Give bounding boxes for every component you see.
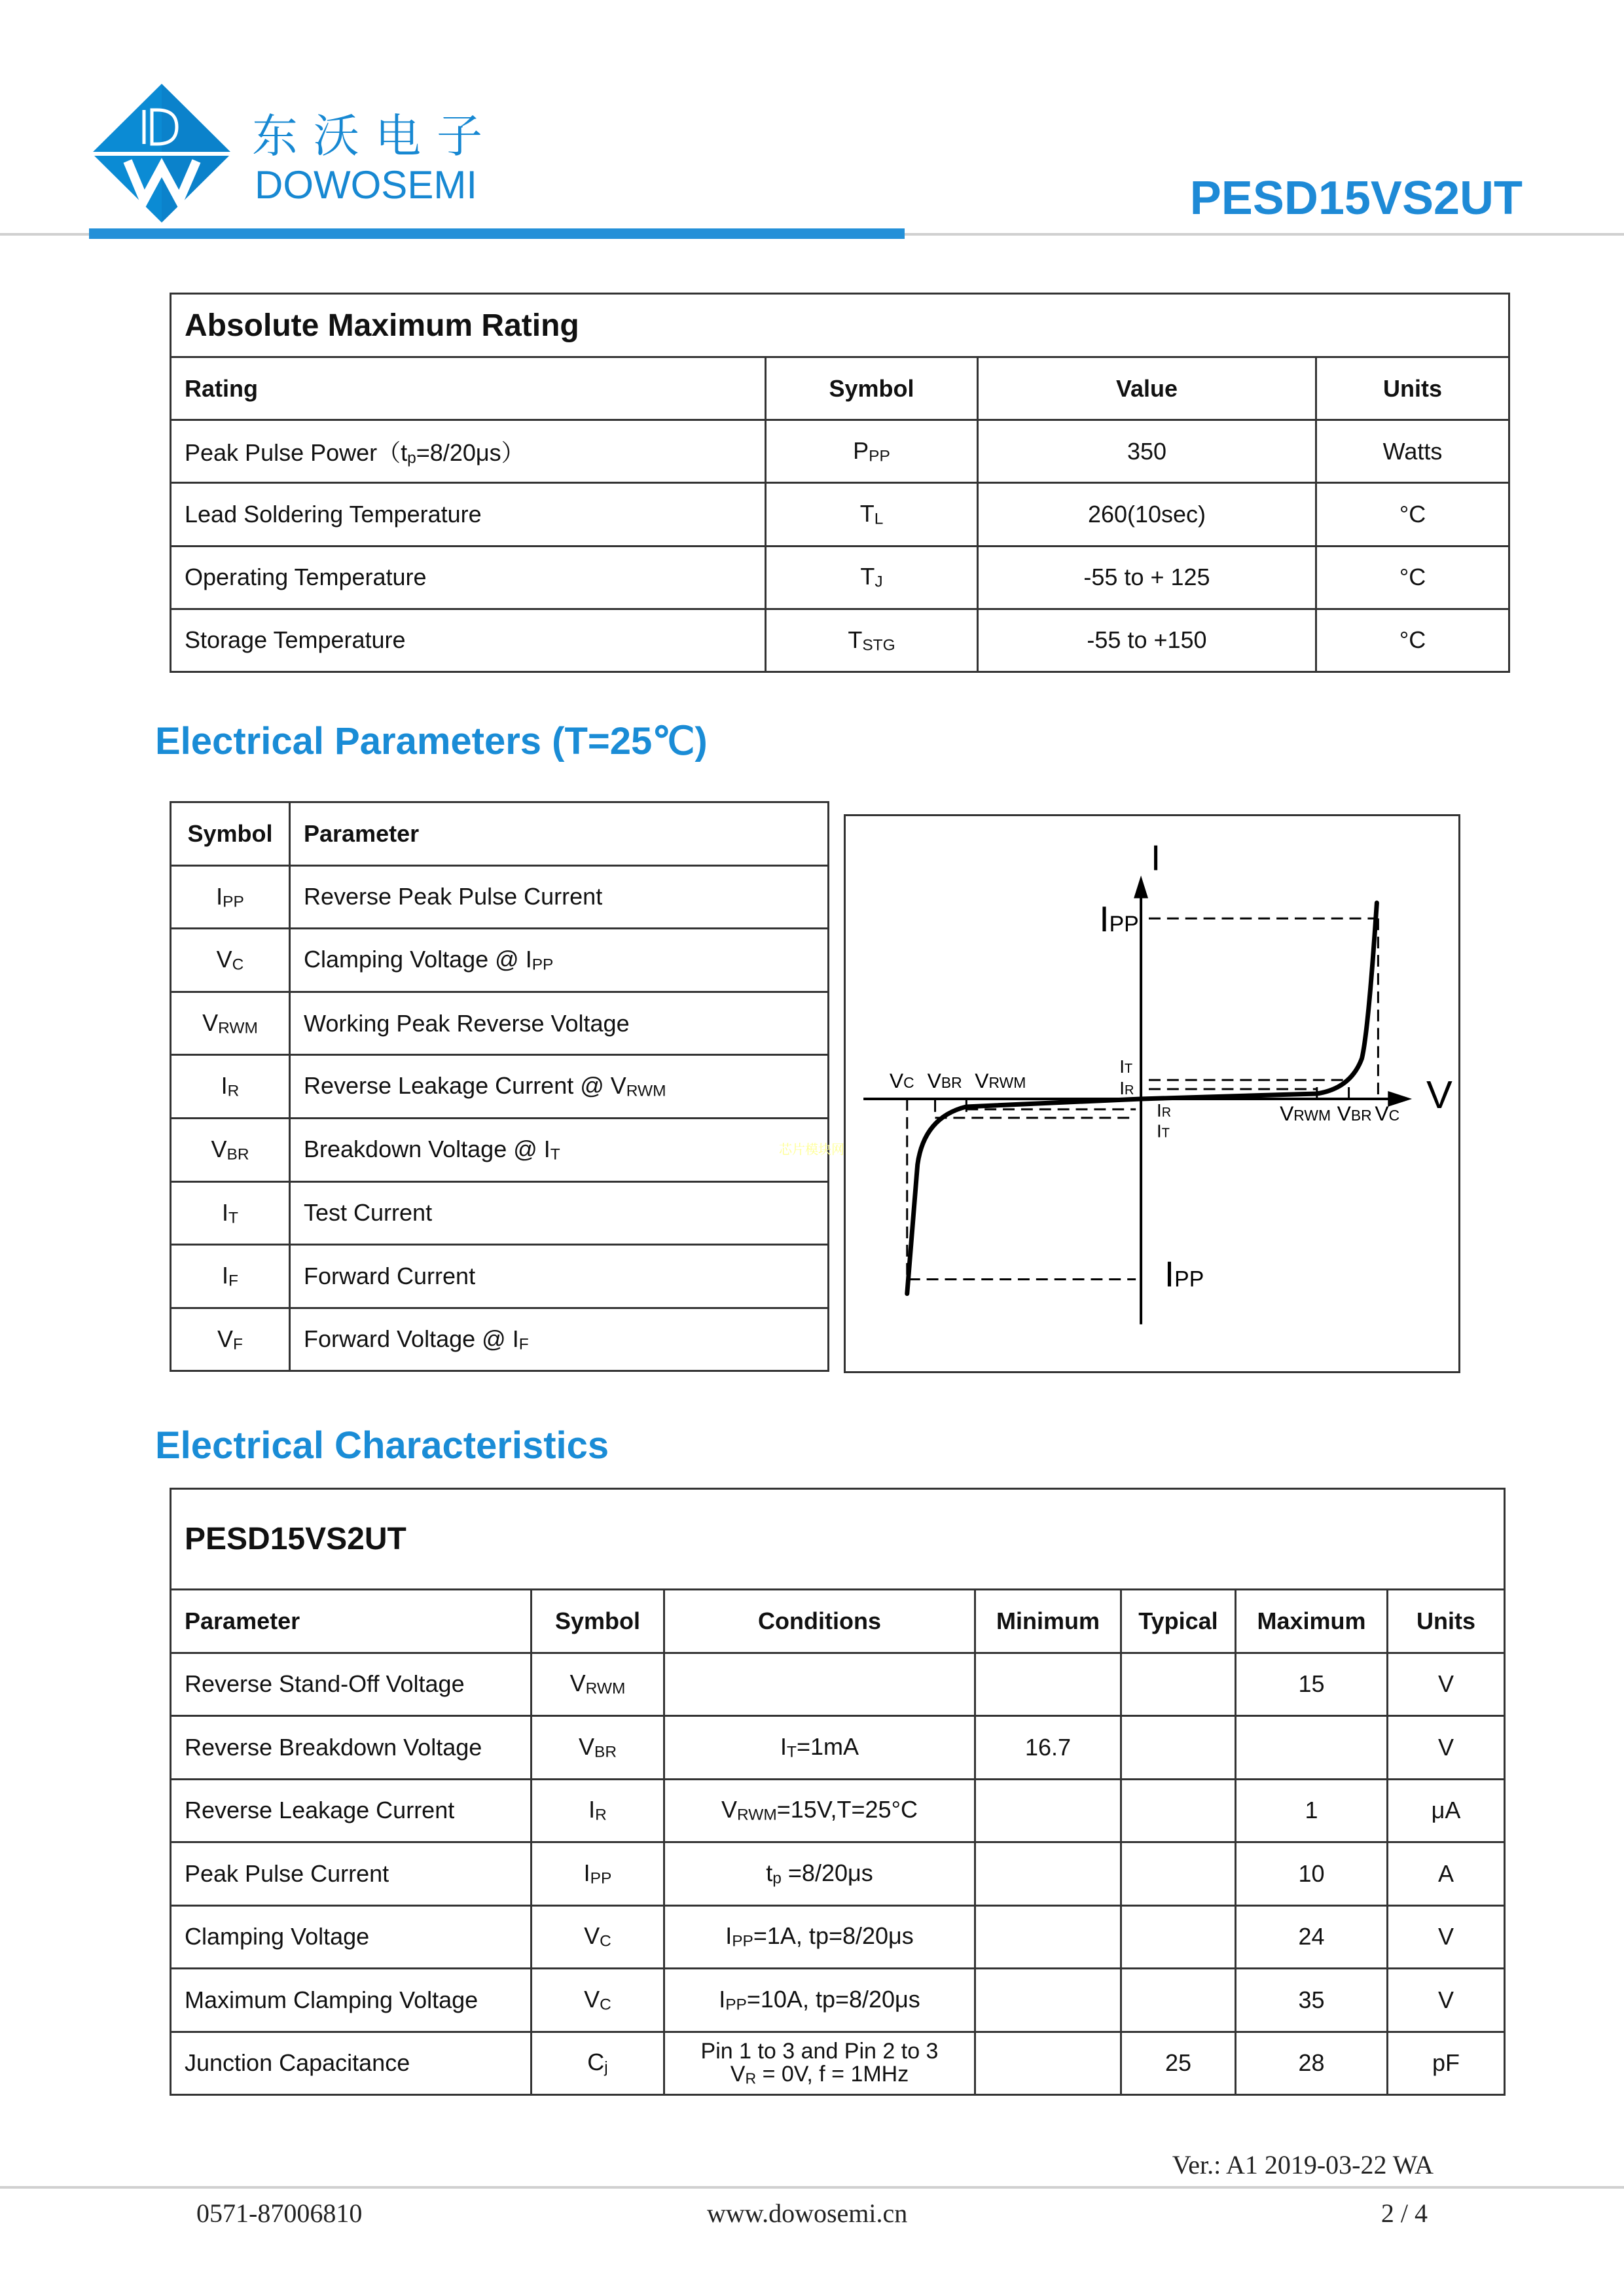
table-row [171,1842,1505,1906]
column-header: Units [1316,357,1509,420]
label-main: V [1375,1101,1389,1125]
table-cell [1121,1716,1236,1780]
table-cell [1388,1905,1505,1969]
table-cell [1316,483,1509,546]
table-row [171,2032,1505,2095]
cell-text: V [584,1922,600,1950]
table-cell [766,609,978,672]
table-cell [766,420,978,483]
table-row [171,609,1509,672]
cell-text: I [221,1072,228,1100]
cell-text: Clamping Voltage [185,1923,370,1950]
cell-text: T [848,626,863,653]
vc-pos-label [1375,1102,1399,1125]
table-cell [532,1969,664,2032]
ipp-label [1099,899,1138,939]
subscript: RWM [585,1680,626,1698]
table-title: Absolute Maximum Rating [171,294,1509,357]
subscript: RWM [737,1806,777,1825]
cell-text: =1A, tp=8/20μs [753,1922,914,1950]
label-subscript: C [1388,1106,1400,1124]
table-cell [975,1779,1121,1842]
cell-text: Maximum Clamping Voltage [185,1986,478,2013]
label-subscript: R [1161,1105,1172,1120]
iv-characteristic-diagram [844,814,1460,1373]
table-cell [1121,1653,1236,1716]
cell-text: °C [1399,564,1426,591]
table-cell [532,1842,664,1906]
label-main: V [1337,1101,1351,1125]
label-main: I [1099,899,1110,940]
electrical-characteristics-heading: Electrical Characteristics [155,1424,609,1467]
table-cell [975,1969,1121,2032]
table-cell [664,2032,975,2095]
table-cell [290,1245,829,1308]
cell-text: Operating Temperature [185,564,427,591]
table-row [171,483,1509,546]
table-cell [290,865,829,929]
it-label [1119,1056,1132,1077]
cell-text: Breakdown Voltage @ I [304,1135,550,1162]
table-row [171,929,829,992]
absolute-maximum-rating-table [170,293,1510,673]
table-cell [532,1905,664,1969]
subscript: PP [869,447,890,465]
label-subscript: RWM [988,1074,1026,1092]
label-main: V [975,1069,989,1093]
table-cell [1316,609,1509,672]
cell-text: I [719,1985,726,2013]
table-title-row [171,294,1509,357]
cell-text: V [730,2062,746,2087]
subscript: L [874,510,884,528]
subscript: C [232,956,244,974]
cell-text: V [584,1985,600,2013]
label-subscript: C [903,1074,914,1092]
table-cell [1236,1716,1388,1780]
table-row [171,865,829,929]
table-cell [1236,1653,1388,1716]
cell-text: I [780,1732,787,1760]
vrwm-label [975,1069,1026,1092]
label-subscript: RWM [1293,1106,1331,1124]
table-cell [532,1716,664,1780]
table-cell [171,992,290,1055]
table-cell [766,483,978,546]
table-cell [171,1653,532,1716]
table-cell [171,1716,532,1780]
label-main: I [1156,1100,1162,1121]
logo-chinese-name: 东沃电子 [252,109,498,163]
vbr-pos-label [1337,1102,1372,1125]
table-row [171,1969,1505,2032]
cell-text: I [725,1922,732,1950]
table-cell [532,2032,664,2095]
vc-label [890,1069,914,1092]
table-cell [1388,1653,1505,1716]
table-cell [975,1716,1121,1780]
cell-text: -55 to +150 [1087,626,1207,654]
v-axis-arrow [1388,1091,1412,1107]
table-cell [1121,1779,1236,1842]
column-header: Minimum [975,1590,1121,1653]
cell-text: V [217,1325,234,1352]
cell-text: =8/20μs） [416,439,525,467]
subscript: T [787,1743,797,1761]
column-header: Parameter [171,1590,532,1653]
table-cell [1388,1969,1505,2032]
label-subscript: BR [1350,1106,1372,1124]
ir-label [1119,1078,1134,1098]
table-cell [975,1842,1121,1906]
cell-text: =10A, tp=8/20μs [746,1985,920,2013]
table-cell [664,1653,975,1716]
subscript: F [228,1272,238,1290]
table-cell [978,483,1316,546]
cell-text: V [578,1732,594,1760]
subscript: F [518,1335,529,1354]
column-header: Conditions [664,1590,975,1653]
table-cell [290,929,829,992]
cell-text: V [1438,1923,1454,1950]
table-title-row [171,1489,1505,1590]
subscript: R [595,1806,607,1825]
subscript: PP [532,956,554,974]
cell-text: 260(10sec) [1087,500,1206,528]
table-cell [290,1181,829,1245]
table-cell [664,1969,975,2032]
subscript: R [227,1083,240,1100]
cell-text: V [721,1796,738,1823]
table-cell [978,420,1316,483]
cell-text: =1mA [796,1732,859,1760]
cell-text: 350 [1127,437,1167,465]
vrwm-pos-label [1280,1102,1331,1125]
column-header: Parameter [290,802,829,866]
table-cell [1236,1969,1388,2032]
column-header: Value [978,357,1316,420]
cell-text: T [859,500,875,528]
table-cell [532,1653,664,1716]
subscript: j [604,2059,608,2077]
cell-text: pF [1432,2049,1460,2077]
cell-text: °C [1399,500,1426,528]
cell-text: C [587,2049,605,2076]
cell-text: Peak Pulse Power（t [185,439,408,467]
vbr-label [928,1069,962,1092]
ipp-neg-label [1164,1254,1204,1295]
table-row [171,1905,1505,1969]
subscript: PP [590,1869,612,1888]
table-cell [664,1842,975,1906]
table-cell [664,1716,975,1780]
cell-text: 24 [1298,1923,1325,1950]
footer-page-number: 2 / 4 [1380,2198,1428,2228]
table-cell [290,1308,829,1371]
subscript: BR [594,1743,617,1761]
table-cell [978,609,1316,672]
label-main: I [1119,1077,1125,1098]
label-main: V [889,1069,904,1093]
v-axis-label [1426,1073,1453,1117]
cell-text: °C [1399,626,1426,654]
cell-text: -55 to + 125 [1083,564,1210,591]
subscript: PP [725,1996,747,2014]
table-cell [171,1181,290,1245]
table-row [171,1716,1505,1780]
column-header: Typical [1121,1590,1236,1653]
label-main: I [1164,1253,1175,1295]
cell-text: P [853,437,869,464]
cell-text: Clamping Voltage @ I [304,946,532,973]
table-header-row [171,802,829,866]
cell-text: 16.7 [1024,1733,1072,1761]
table-cell [1388,1716,1505,1780]
cell-text: Junction Capacitance [185,2049,410,2077]
table-cell [171,929,290,992]
cell-text: V [216,946,232,973]
table-cell [975,2032,1121,2095]
table-cell [766,546,978,609]
table-cell [1388,1779,1505,1842]
subscript: PP [223,893,244,911]
table-title: PESD15VS2UT [171,1489,1505,1590]
cell-text: Reverse Stand-Off Voltage [185,1670,465,1698]
column-header: Symbol [532,1590,664,1653]
table-row [171,992,829,1055]
table-cell [171,1245,290,1308]
table-cell [290,1055,829,1119]
cell-text: 25 [1164,2049,1192,2077]
table-cell [978,546,1316,609]
electrical-parameters-table [170,801,829,1372]
cell-text: T [860,563,875,590]
electrical-characteristics-table [170,1488,1506,2096]
cell-text: =8/20μs [781,1859,873,1886]
cell-text: I [222,1262,229,1289]
label-main: V [1280,1101,1294,1125]
column-header: Symbol [766,357,978,420]
cell-text: I [216,882,223,910]
cell-text: 15 [1298,1670,1325,1698]
label-subscript: PP [1174,1266,1204,1292]
table-cell [1236,2032,1388,2095]
ir-neg-label [1157,1100,1171,1121]
table-cell [664,1905,975,1969]
cell-text: I [222,1198,229,1226]
footer-divider [0,2186,1624,2189]
table-cell [171,1779,532,1842]
column-header: Rating [171,357,766,420]
table-cell [532,1779,664,1842]
subscript: J [875,573,883,591]
table-row [171,1055,829,1119]
cell-text: 35 [1298,1986,1325,2013]
cell-text: Forward Voltage @ I [304,1325,519,1352]
cell-text: Reverse Leakage Current [185,1797,455,1824]
table-cell [1121,1905,1236,1969]
cell-text: Reverse Peak Pulse Current [304,883,603,910]
table-cell [1388,1842,1505,1906]
version-text: Ver.: A1 2019-03-22 WA [1172,2150,1434,2179]
table-cell [171,1055,290,1119]
cell-text: =15V,T=25°C [776,1796,918,1823]
cell-text: Forward Current [304,1262,476,1289]
subscript: RWM [218,1019,258,1037]
cell-text: Test Current [304,1199,433,1227]
cell-text: V [202,1009,219,1036]
table-header-row [171,357,1509,420]
table-cell [1121,1969,1236,2032]
cell-text: V [211,1135,227,1162]
table-cell [1316,420,1509,483]
column-header: Units [1388,1590,1505,1653]
it-neg-label [1157,1121,1170,1141]
table-cell [290,1118,829,1181]
table-header-row [171,1590,1505,1653]
label-subscript: BR [941,1074,962,1092]
cell-text: Reverse Breakdown Voltage [185,1733,482,1761]
label-subscript: PP [1109,912,1139,937]
column-header: Maximum [1236,1590,1388,1653]
footer-phone: 0571-87006810 [196,2198,363,2228]
table-cell [171,483,766,546]
table-cell [1236,1905,1388,1969]
label-main: I [1156,1121,1162,1141]
subscript: BR [226,1145,249,1164]
i-axis-arrow [1134,876,1148,899]
cell-text: 10 [1298,1859,1325,1887]
table-row [171,1118,829,1181]
table-cell [171,609,766,672]
subscript: C [600,1933,611,1951]
table-cell [171,1842,532,1906]
table-cell [171,420,766,483]
table-cell [171,1905,532,1969]
subscript: p [407,449,416,467]
table-cell [1121,2032,1236,2095]
cell-text: V [1438,1670,1454,1698]
table-cell [1236,1842,1388,1906]
table-row [171,420,1509,483]
subscript: F [233,1335,243,1354]
table-cell [1121,1842,1236,1906]
table-cell [1316,546,1509,609]
subscript: STG [862,636,895,655]
label-main: V [1426,1072,1453,1117]
table-cell [664,1779,975,1842]
cell-text: μA [1431,1797,1461,1824]
table-cell [171,865,290,929]
part-number-title: PESD15VS2UT [1189,172,1523,224]
cell-text: I [583,1859,590,1886]
label-subscript: T [1124,1062,1133,1077]
label-main: I [1119,1056,1125,1077]
logo-english-name: DOWOSEMI [255,163,477,207]
cell-text: 28 [1298,2049,1325,2077]
dowosemi-logo-icon [92,84,232,223]
cell-text: A [1438,1859,1454,1887]
subscript: RWM [626,1083,666,1100]
subscript: T [228,1209,238,1227]
table-row [171,1653,1505,1716]
table-row [171,1779,1505,1842]
cell-text: Pin 1 to 3 and Pin 2 to 3 [700,2038,939,2064]
table-cell [171,546,766,609]
table-cell [975,1905,1121,1969]
cell-text: 1 [1305,1797,1318,1824]
table-cell [171,1969,532,2032]
electrical-parameters-heading: Electrical Parameters (T=25℃) [155,720,708,762]
subscript: R [745,2070,757,2087]
footer-website[interactable]: www.dowosemi.cn [707,2198,908,2228]
cell-text: Watts [1382,437,1443,465]
subscript: PP [732,1933,753,1951]
subscript: T [550,1145,560,1164]
table-cell [1388,2032,1505,2095]
watermark: 芯片模块网 [779,1143,844,1157]
subscript: C [600,1996,611,2014]
i-axis-label [1151,838,1161,878]
table-row [171,1245,829,1308]
cell-text: Reverse Leakage Current @ V [304,1072,626,1100]
cell-text: Lead Soldering Temperature [185,500,482,528]
cell-text: I [588,1796,596,1823]
table-cell [290,992,829,1055]
table-cell [171,2032,532,2095]
table-cell [171,1118,290,1181]
table-cell [975,1653,1121,1716]
cell-text: t [766,1859,773,1886]
label-subscript: T [1161,1126,1170,1141]
cell-text: V [1438,1733,1454,1761]
cell-text: Working Peak Reverse Voltage [304,1009,630,1037]
label-main: I [1151,837,1161,878]
column-header: Symbol [171,802,290,866]
label-main: V [927,1069,941,1093]
cell-text: Peak Pulse Current [185,1859,389,1887]
table-cell [1236,1779,1388,1842]
table-row [171,1308,829,1371]
table-row [171,1181,829,1245]
cell-text: Storage Temperature [185,626,406,654]
table-cell [171,1308,290,1371]
cell-text: V [569,1670,586,1697]
header-accent-bar [89,228,905,239]
cell-text: = 0V, f = 1MHz [756,2062,909,2087]
cell-text: V [1438,1986,1454,2013]
table-row [171,546,1509,609]
subscript: p [772,1869,782,1888]
label-subscript: R [1124,1083,1134,1098]
